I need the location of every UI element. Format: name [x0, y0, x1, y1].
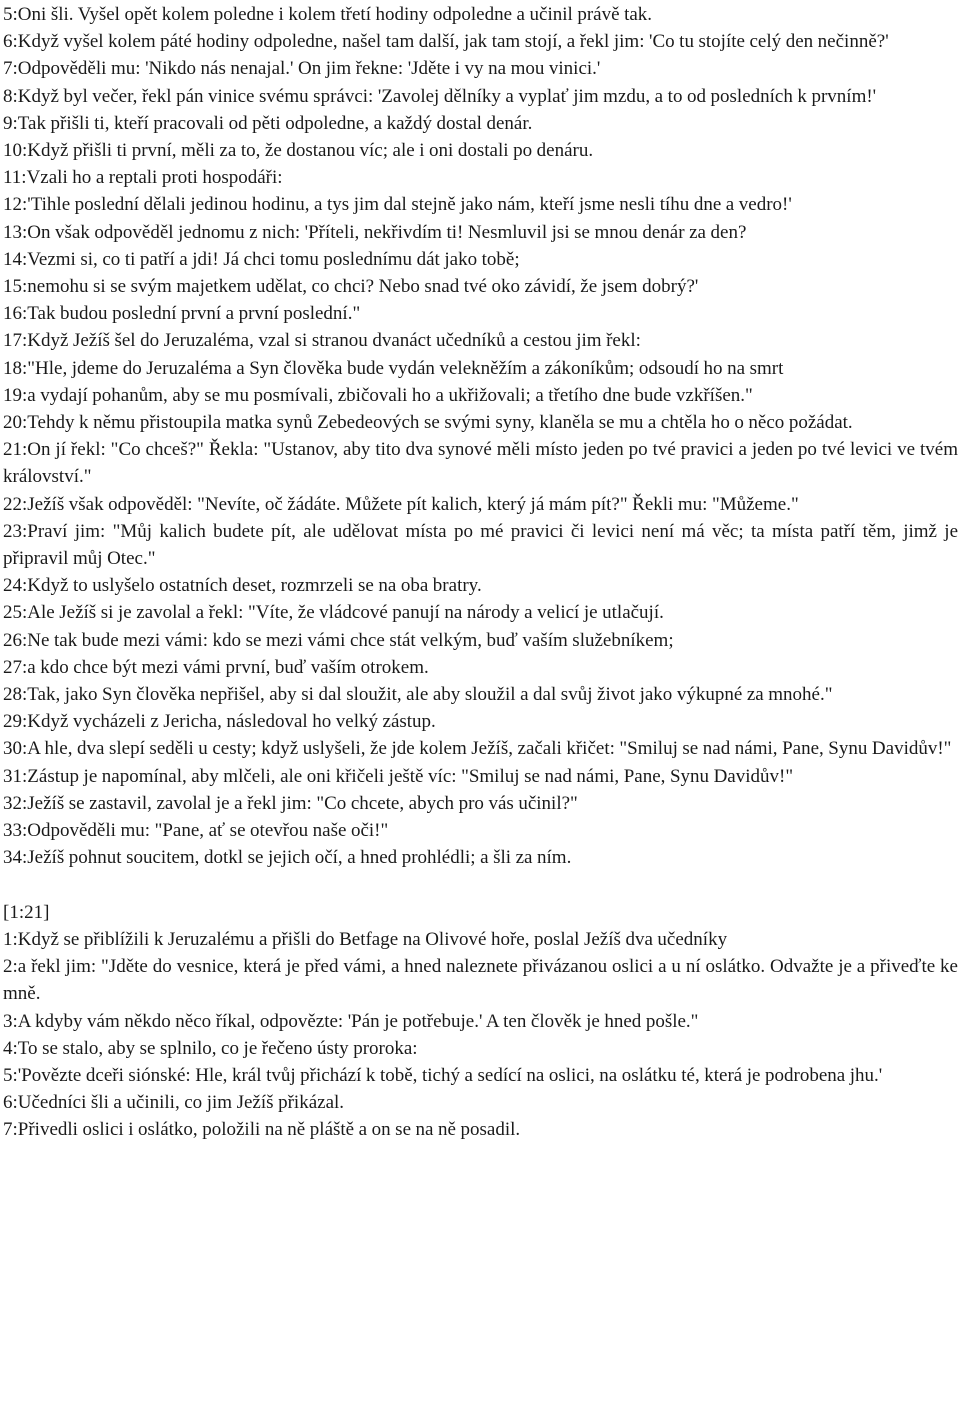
verse-15: 15:nemohu si se svým majetkem udělat, co chci? Nebo snad tvé oko závidí, že jsem dobrý?' [3, 276, 699, 298]
verse-3: 3:A kdyby vám někdo něco říkal, odpovězte: 'Pán je potřebuje.' A ten člověk je hned pošle." [3, 1010, 699, 1032]
verse-9: 9:Tak přišli ti, kteří pracovali od pěti odpoledne, a každý dostal denár. [3, 112, 533, 134]
verse-13: 13:On však odpověděl jednomu z nich: 'Příteli, nekřivdím ti! Nesmluvil jsi se mnou denár za den? [3, 221, 747, 243]
verse-19: 19:a vydají pohanům, aby se mu posmívali, zbičovali ho a ukřižovali; a třetího dne bude vzkříšen." [3, 384, 753, 406]
verse-12: 12:'Tihle poslední dělali jedinou hodinu, a tys jim dal stejně jako nám, kteří jsme nesli tíhu dne a vedro!' [3, 194, 792, 216]
verse-23: 23:Praví jim: "Můj kalich budete pít, ale udělovat místa po mé pravici či levici není má věc; ta místa patří těm, jimž je připravil můj Otec." [3, 520, 958, 570]
blank-line-separator [3, 872, 958, 899]
verse-11: 11:Vzali ho a reptali proti hospodáři: [3, 167, 283, 189]
verse-block-two [3, 926, 958, 1144]
verse-28: 28:Tak, jako Syn člověka nepřišel, aby si dal sloužit, ale aby sloužil a dal svůj život jako výkupné za mnohé." [3, 684, 833, 706]
document-page [3, 1, 958, 1144]
verse-10: 10:Když přišli ti první, měli za to, že dostanou víc; ale i oni dostali po denáru. [3, 140, 594, 162]
verse-33: 33:Odpověděli mu: "Pane, ať se otevřou naše oči!" [3, 820, 389, 842]
verse-5: 5:Oni šli. Vyšel opět kolem poledne i kolem třetí hodiny odpoledne a učinil právě tak. [3, 4, 653, 25]
verse-7b: 7:Přivedli oslici i oslátko, položili na ně pláště a on se na ně posadil. [3, 1119, 521, 1141]
verse-2: 2:a řekl jim: "Jděte do vesnice, která je před vámi, a hned naleznete přivázanou oslici a u ní oslátko. Odvažte je a přiveďte ke mně. [3, 956, 958, 1005]
verse-26: 26:Ne tak bude mezi vámi: kdo se mezi vámi chce stát velkým, buď vaším služebníkem; [3, 629, 674, 651]
verse-31: 31:Zástup je napomínal, aby mlčeli, ale oni křičeli ještě víc: "Smiluj se nad námi, Pane, Synu Davidův!" [3, 765, 794, 787]
verse-18: 18:"Hle, jdeme do Jeruzaléma a Syn člověka bude vydán velekněžím a zákoníkům; odsoudí ho na smrt [3, 357, 784, 379]
verse-24: 24:Když to uslyšelo ostatních deset, rozmrzeli se na oba bratry. [3, 575, 482, 597]
verse-7: 7:Odpověděli mu: 'Nikdo nás nenajal.' On jim řekne: 'Jděte i vy na mou vinici.' [3, 58, 601, 80]
verse-4: 4:To se stalo, aby se splnilo, co je řečeno ústy proroka: [3, 1037, 418, 1059]
verse-20: 20:Tehdy k němu přistoupila matka synů Zebedeových se svými syny, klaněla se mu a chtěla ho o něco požádat. [3, 412, 853, 434]
verse-17: 17:Když Ježíš šel do Jeruzaléma, vzal si stranou dvanáct učedníků a cestou jim řekl: [3, 330, 641, 352]
verse-6b: 6:Učedníci šli a učinili, co jim Ježíš přikázal. [3, 1092, 345, 1114]
verse-25: 25:Ale Ježíš si je zavolal a řekl: "Víte, že vládcové panují na národy a velicí je utlačují. [3, 602, 664, 624]
verse-1: 1:Když se přiblížili k Jeruzalému a přišli do Betfage na Olivové hoře, poslal Ježíš dva učedníky [3, 928, 728, 950]
verse-14: 14:Vezmi si, co ti patří a jdi! Já chci tomu poslednímu dát jako tobě; [3, 248, 520, 270]
verse-34: 34:Ježíš pohnut soucitem, dotkl se jejich očí, a hned prohlédli; a šli za ním. [3, 847, 572, 869]
verse-21: 21:On jí řekl: "Co chceš?" Řekla: "Ustanov, aby tito dva synové měli místo jeden po tvé pravici a jeden po tvé levici ve tvém království." [3, 439, 958, 488]
verse-32: 32:Ježíš se zastavil, zavolal je a řekl jim: "Co chcete, abych pro vás učinil?" [3, 792, 578, 814]
verse-22: 22:Ježíš však odpověděl: "Nevíte, oč žádáte. Můžete pít kalich, který já mám pít?" Řekli mu: "Můžeme." [3, 493, 799, 515]
verse-27: 27:a kdo chce být mezi vámi první, buď vaším otrokem. [3, 656, 429, 678]
verse-29: 29:Když vycházeli z Jericha, následoval ho velký zástup. [3, 711, 436, 733]
verse-5b: 5:'Povězte dceři siónské: Hle, král tvůj přichází k tobě, tichý a sedící na oslici, na oslátku té, která je podrobena jhu.' [3, 1064, 883, 1086]
verse-16: 16:Tak budou poslední první a první poslední." [3, 303, 361, 325]
chapter-marker: [1:21] [3, 901, 50, 923]
verse-30: 30:A hle, dva slepí seděli u cesty; když uslyšeli, že jde kolem Ježíš, začali křičet: "Smiluj se nad námi, Pane, Synu Davidův!" [3, 738, 952, 760]
verse-8: 8:Když byl večer, řekl pán vinice svému správci: 'Zavolej dělníky a vyplať jim mzdu, a to od posledních k prvním!' [3, 85, 877, 107]
verse-block-one [3, 1, 958, 872]
verse-6: 6:Když vyšel kolem páté hodiny odpoledne, našel tam další, jak tam stojí, a řekl jim: 'Co tu stojíte celý den nečinně?' [3, 31, 889, 53]
